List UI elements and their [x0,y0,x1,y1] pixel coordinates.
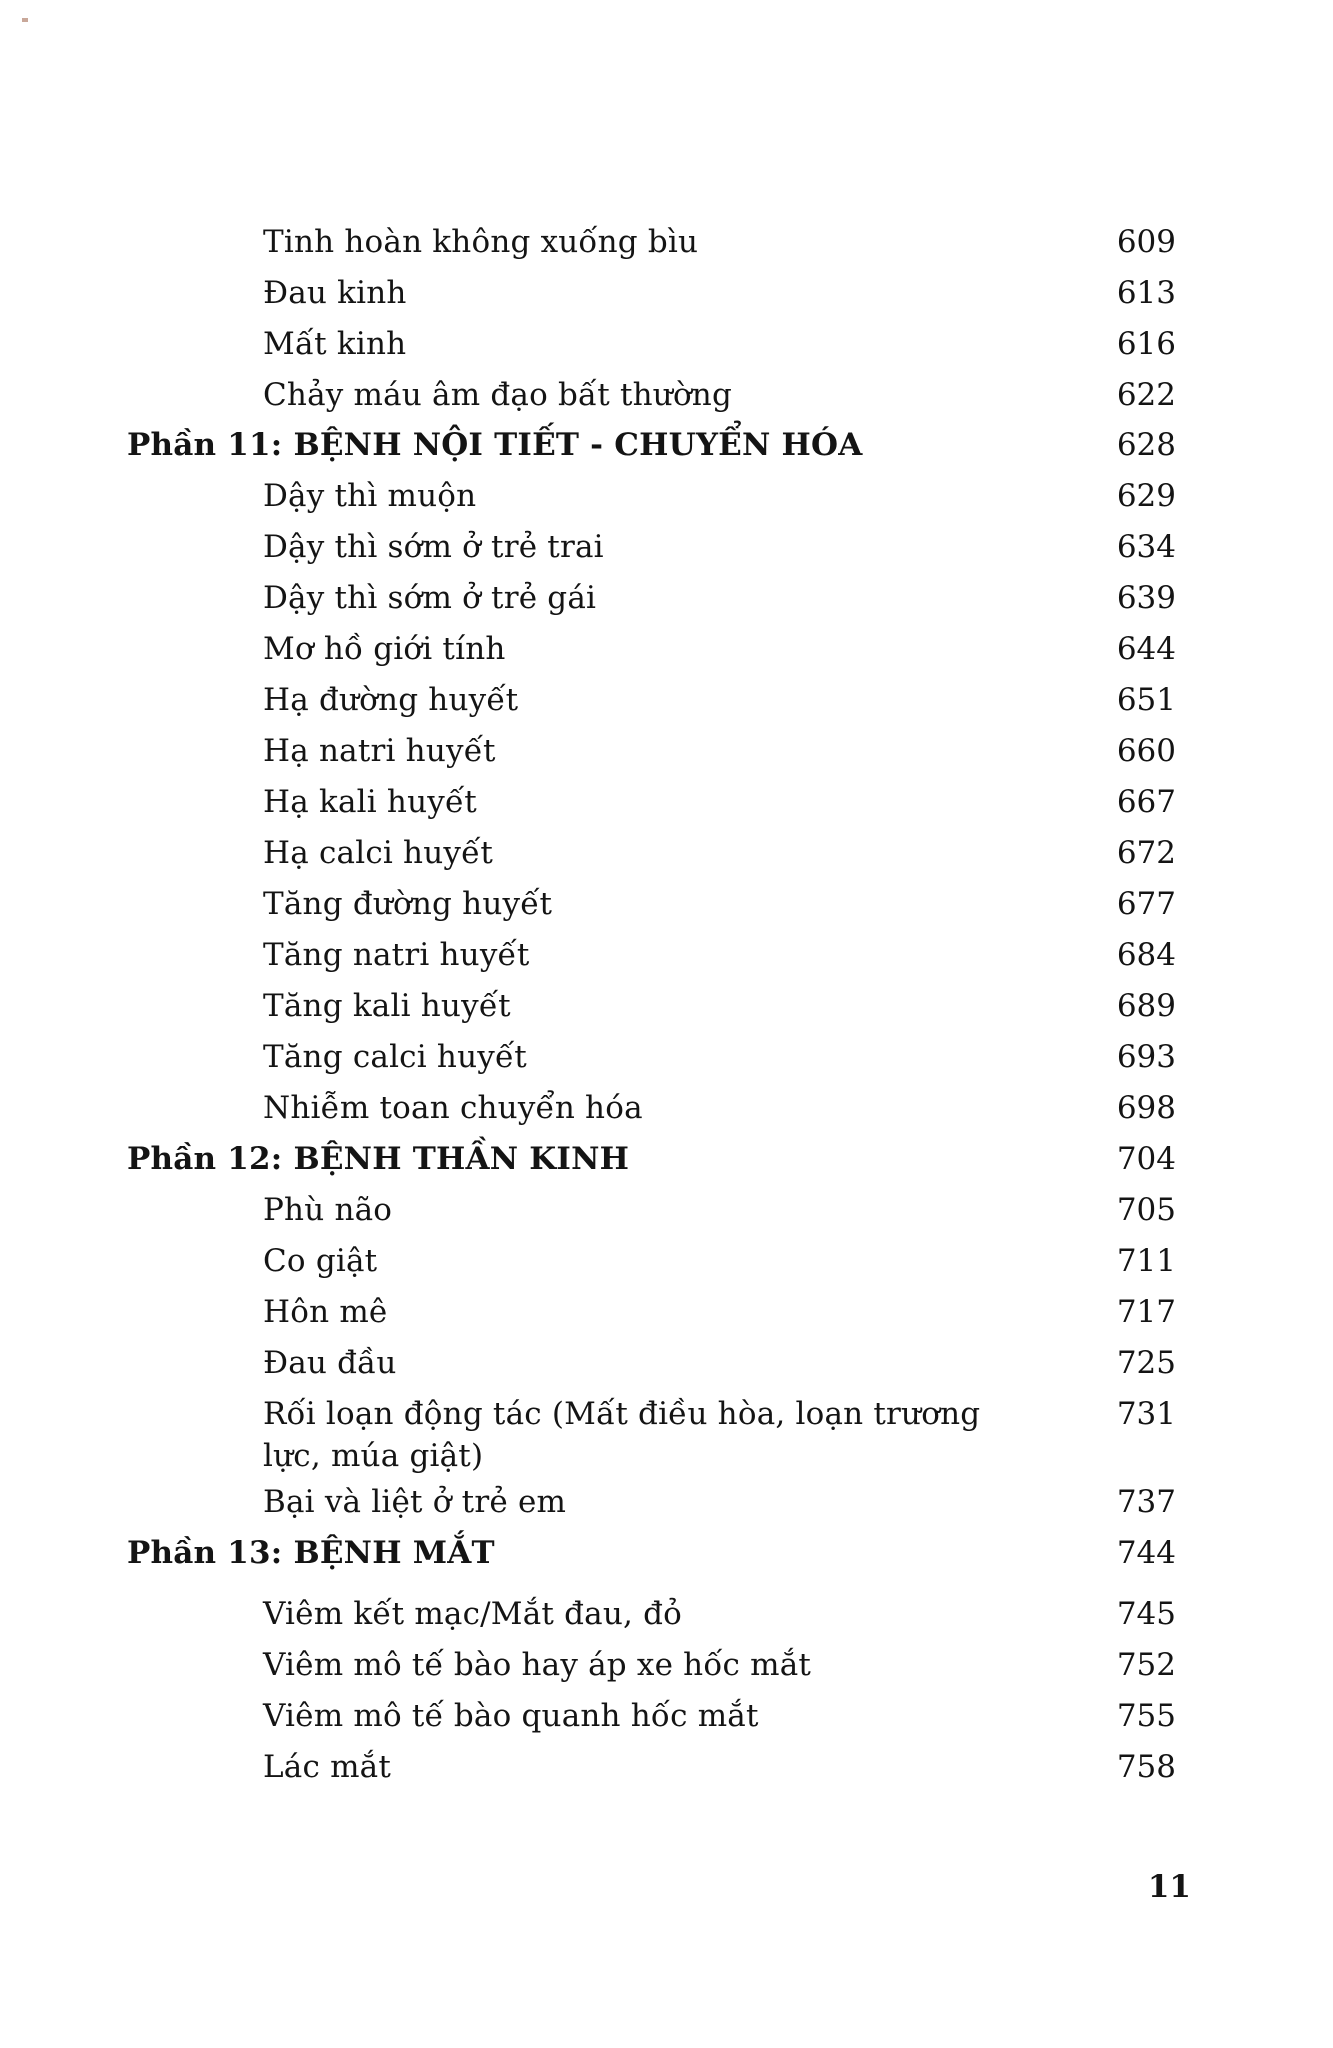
toc-entry-page: 711 [1116,1243,1176,1279]
toc-entry [0,832,1333,883]
toc-entry [0,1087,1333,1138]
toc-entry-page: 693 [1116,1039,1176,1075]
toc-entry-title: Dậy thì muộn [263,478,477,514]
toc-entry [0,1036,1333,1087]
toc-entry [0,1746,1333,1797]
toc-entry-page: 644 [1116,631,1176,667]
toc-entry-title: Hạ đường huyết [263,682,519,718]
toc-entry [0,1593,1333,1644]
toc-entry [0,679,1333,730]
toc-entry-page: 660 [1116,733,1176,769]
toc-entry [0,1189,1333,1240]
toc-entry [0,985,1333,1036]
toc-entry [0,221,1333,272]
toc-entry-page: 667 [1116,784,1176,820]
toc-entry-title: Tăng đường huyết [263,886,553,922]
toc-section-heading [0,1138,1333,1189]
toc-entry-title: Chảy máu âm đạo bất thường [263,377,733,413]
toc-entry [0,526,1333,577]
toc-entry-page: 745 [1116,1596,1176,1632]
toc-entry-page: 609 [1116,224,1176,260]
toc-entry-title: Dậy thì sớm ở trẻ gái [263,580,597,616]
toc-section-heading [0,1532,1333,1583]
toc-entry [0,1393,1333,1474]
toc-entry-page: 752 [1116,1647,1176,1683]
toc-entry-title: Phù não [263,1192,393,1228]
toc-entry-title: Phần 13: BỆNH MẮT [127,1535,495,1571]
toc-entry-page: 639 [1116,580,1176,616]
toc-entry-title: Lác mắt [263,1749,392,1785]
toc-entry-title: Nhiễm toan chuyển hóa [263,1090,643,1126]
toc-entry-title: Tăng calci huyết [263,1039,527,1075]
toc-entry-title: Hạ kali huyết [263,784,477,820]
toc-entry-title: Viêm kết mạc/Mắt đau, đỏ [263,1596,683,1632]
toc-entry [0,781,1333,832]
toc-entry-page: 651 [1116,682,1176,718]
toc-entry [0,1695,1333,1746]
toc-entry [0,1481,1333,1532]
toc-entry-page: 704 [1116,1141,1176,1177]
toc-entry-page: 725 [1116,1345,1176,1381]
toc-entry-title: Bại và liệt ở trẻ em [263,1484,567,1520]
toc-entry-page: 616 [1116,326,1176,362]
toc-entry-title: Viêm mô tế bào quanh hốc mắt [263,1698,759,1734]
toc-entry-title: Rối loạn động tác (Mất điều hòa, loạn trương lực, múa giật) [263,1396,981,1474]
toc-section-heading [0,424,1333,475]
toc-entry-title: Tăng kali huyết [263,988,511,1024]
toc-entry [0,1644,1333,1695]
toc-entry-title: Đau kinh [263,275,407,311]
toc-entry [0,883,1333,934]
toc-entry-page: 698 [1116,1090,1176,1126]
toc-entry [0,628,1333,679]
toc-entry-page: 628 [1116,427,1176,463]
toc-entry-page: 672 [1116,835,1176,871]
toc-entry [0,934,1333,985]
toc-entry-page: 634 [1116,529,1176,565]
toc-entry-title: Tăng natri huyết [263,937,530,973]
toc-entry-title: Mất kinh [263,326,407,362]
toc-entry-page: 705 [1116,1192,1176,1228]
toc-entry-title: Dậy thì sớm ở trẻ trai [263,529,604,565]
toc-entry-title: Hạ natri huyết [263,733,496,769]
toc-entry-page: 737 [1116,1484,1176,1520]
toc-entry [0,1240,1333,1291]
toc-entry-page: 689 [1116,988,1176,1024]
toc-entry-page: 744 [1116,1535,1176,1571]
toc-entry-title: Viêm mô tế bào hay áp xe hốc mắt [263,1647,812,1683]
toc-entry-page: 758 [1116,1749,1176,1785]
toc-entry-title: Phần 11: BỆNH NỘI TIẾT - CHUYỂN HÓA [127,427,863,463]
toc-entry-page: 629 [1116,478,1176,514]
toc-entry-title: Tinh hoàn không xuống bìu [263,224,699,260]
scan-artifact [22,18,28,22]
toc-entry-page: 755 [1116,1698,1176,1734]
page-number: 11 [1147,1869,1191,1905]
toc-entry [0,374,1333,425]
toc-entry [0,577,1333,628]
toc-entry-title: Đau đầu [263,1345,397,1381]
toc-entry-page: 731 [1116,1396,1176,1432]
toc-entry [0,272,1333,323]
toc-entry-page: 684 [1116,937,1176,973]
toc-entry [0,1342,1333,1393]
toc-entry-page: 717 [1116,1294,1176,1330]
toc-entry-page: 677 [1116,886,1176,922]
toc-entry-title: Co giật [263,1243,378,1279]
toc-entry-title: Hôn mê [263,1294,388,1330]
toc-entry [0,323,1333,374]
toc-entry [0,730,1333,781]
toc-entry-page: 622 [1116,377,1176,413]
toc-entry-title: Hạ calci huyết [263,835,494,871]
toc-entry-page: 613 [1116,275,1176,311]
toc-entry-title: Phần 12: BỆNH THẦN KINH [127,1141,630,1177]
toc-entry-title: Mơ hồ giới tính [263,631,506,667]
toc-entry [0,1291,1333,1342]
toc-entry [0,475,1333,526]
